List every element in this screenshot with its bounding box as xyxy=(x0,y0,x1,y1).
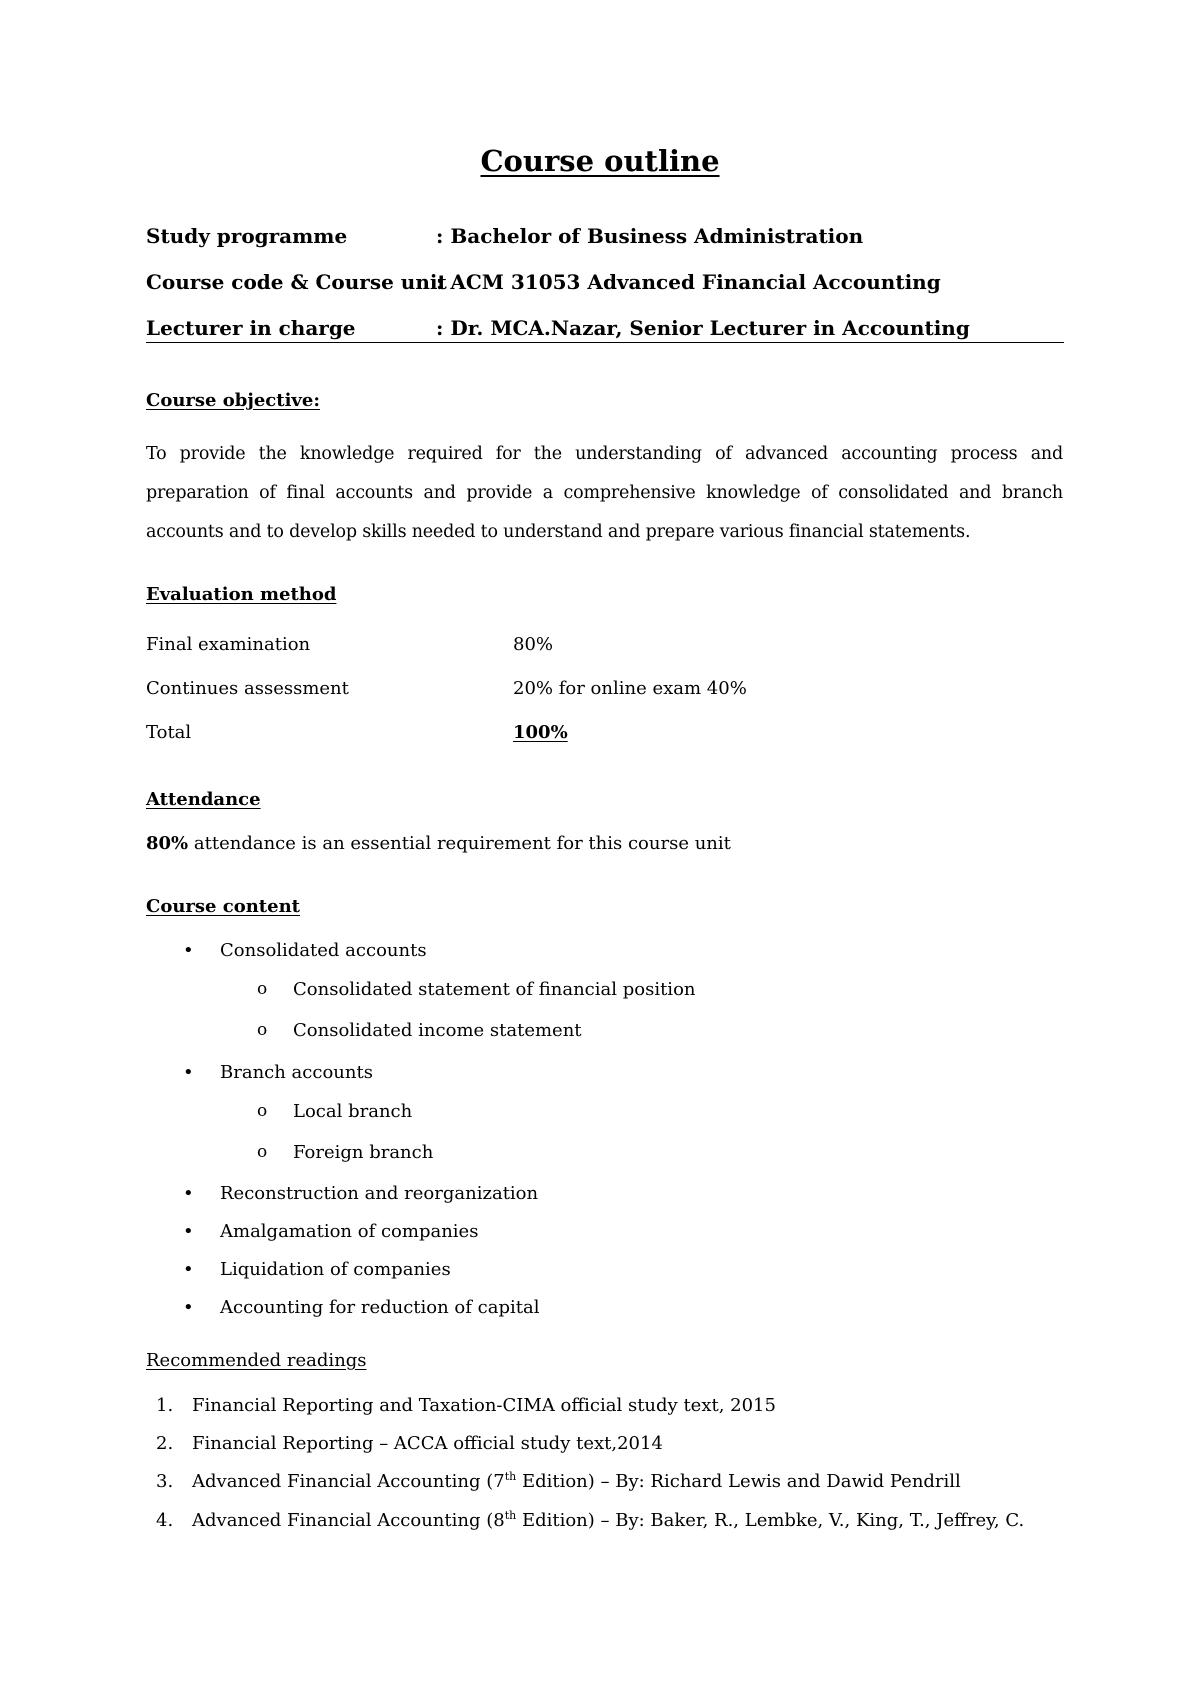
reading-number: 4. xyxy=(156,1510,174,1531)
attendance-text xyxy=(146,833,731,854)
reading-text xyxy=(192,1471,961,1492)
content-subitem-label: Foreign branch xyxy=(293,1142,434,1163)
bullet-icon: • xyxy=(183,1183,194,1204)
header-divider xyxy=(146,342,1064,343)
reading-text-start: Advanced Financial Accounting (7 xyxy=(192,1471,505,1492)
bullet-icon: • xyxy=(183,940,194,961)
reading-text: Financial Reporting and Taxation-CIMA official study text, 2015 xyxy=(192,1395,776,1416)
reading-text: Financial Reporting – ACCA official study text,2014 xyxy=(192,1433,663,1454)
course-objective-text: To provide the knowledge required for the understanding of advanced accounting process and preparation of final accounts and provide a comprehensive knowledge of consolidated and branch accounts and to develop skills needed to understand and prepare various financial statements. xyxy=(146,444,1063,542)
circle-bullet-icon: o xyxy=(257,1020,268,1040)
lecturer-value: : Dr. MCA.Nazar, Senior Lecturer in Accounting xyxy=(436,316,970,340)
course-content-heading: Course content xyxy=(146,896,300,917)
bullet-icon: • xyxy=(183,1221,194,1242)
content-subitem-label: Local branch xyxy=(293,1101,413,1122)
content-item-label: Consolidated accounts xyxy=(220,940,427,961)
reading-number: 3. xyxy=(156,1471,174,1492)
evaluation-label: Final examination xyxy=(146,634,311,655)
bullet-icon: • xyxy=(183,1297,194,1318)
attendance-percent: 80% xyxy=(146,833,189,854)
circle-bullet-icon: o xyxy=(257,1101,268,1121)
evaluation-total-value: 100% xyxy=(513,722,568,743)
course-code-value: : ACM 31053 Advanced Financial Accounting xyxy=(436,270,941,294)
content-item-label: Accounting for reduction of capital xyxy=(220,1297,540,1318)
lecturer-label: Lecturer in charge xyxy=(146,316,356,340)
bullet-icon: • xyxy=(183,1259,194,1280)
evaluation-method-heading: Evaluation method xyxy=(146,584,337,605)
content-item-label: Liquidation of companies xyxy=(220,1259,451,1280)
circle-bullet-icon: o xyxy=(257,979,268,999)
study-programme-label: Study programme xyxy=(146,224,348,248)
reading-superscript: th xyxy=(504,1470,517,1483)
circle-bullet-icon: o xyxy=(257,1142,268,1162)
reading-superscript: th xyxy=(504,1509,517,1522)
reading-number: 2. xyxy=(156,1433,174,1454)
content-item-label: Amalgamation of companies xyxy=(220,1221,479,1242)
course-code-label: Course code & Course unit xyxy=(146,270,447,294)
content-subitem-label: Consolidated statement of financial position xyxy=(293,979,696,1000)
content-item-label: Branch accounts xyxy=(220,1062,373,1083)
study-programme-value: : Bachelor of Business Administration xyxy=(436,224,864,248)
evaluation-label: Continues assessment xyxy=(146,678,349,699)
reading-text-start: Advanced Financial Accounting (8 xyxy=(192,1510,505,1531)
page-title: Course outline xyxy=(480,144,720,178)
evaluation-value: 20% for online exam 40% xyxy=(513,678,747,699)
attendance-heading: Attendance xyxy=(146,789,261,810)
reading-text xyxy=(192,1510,1024,1531)
course-objective-heading: Course objective: xyxy=(146,390,320,411)
reading-text-end: Edition) – By: Richard Lewis and Dawid Pendrill xyxy=(516,1471,961,1492)
recommended-readings-heading: Recommended readings xyxy=(146,1350,367,1371)
attendance-requirement: attendance is an essential requirement for this course unit xyxy=(188,833,731,854)
evaluation-value: 80% xyxy=(513,634,554,655)
reading-number: 1. xyxy=(156,1395,174,1416)
evaluation-total-label: Total xyxy=(146,722,192,743)
content-subitem-label: Consolidated income statement xyxy=(293,1020,582,1041)
content-item-label: Reconstruction and reorganization xyxy=(220,1183,539,1204)
reading-text-end: Edition) – By: Baker, R., Lembke, V., King, T., Jeffrey, C. xyxy=(516,1510,1025,1531)
bullet-icon: • xyxy=(183,1062,194,1083)
